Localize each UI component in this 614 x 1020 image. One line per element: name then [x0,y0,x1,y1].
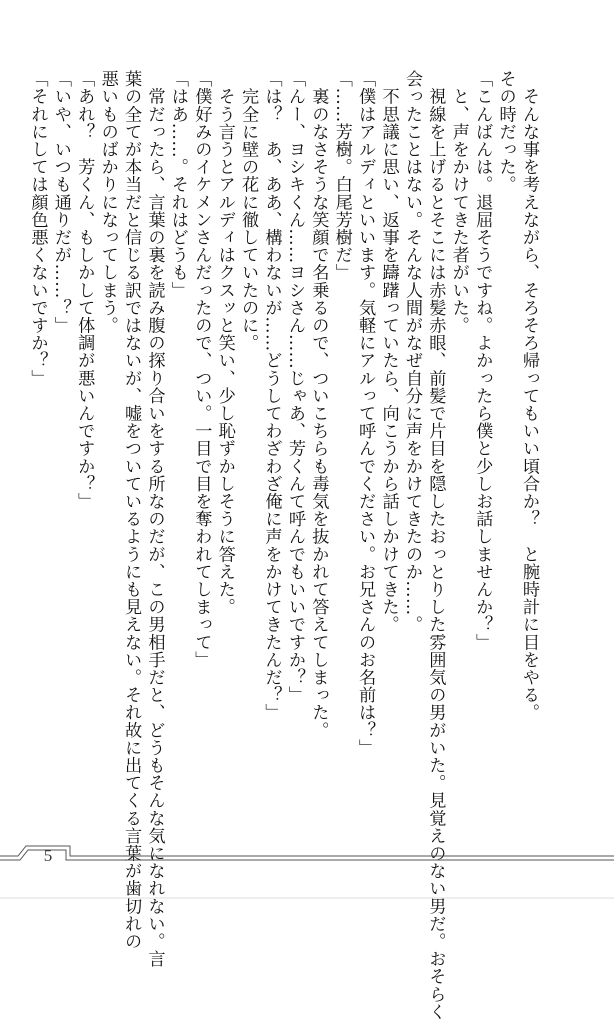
text-line: 常だったら、言葉の裏を読み腹の探り合いをする所なのだが、この男相手だと、どうもそんな気になれない。言 [144,70,165,968]
text-line: 「僕はアルディといいます。気軽にアルって呼んでください。お兄さんのお名前は？」 [355,70,376,757]
text-line: 裏のなさそうな笑顔で名乗るので、ついこちらも毒気を抜かれて答えてしまった。 [308,70,329,739]
text-line: 完全に壁の花に徹していたのに。 [238,70,259,352]
text-line: 「こんばんは。退屈そうですね。よかったら僕と少しお話しませんか？」 [472,70,493,651]
text-line: 不思議に思い、返事を躊躇っていたら、向こうから話しかけてきた。 [378,70,399,634]
text-line: 視線を上げるとそこには赤髪赤眼、前髪で片目を隠したおっとりした雰囲気の男がいた。見覚えのない男だ。おそらく [425,70,446,1020]
text-line: 「あれ？ 芳くん、もしかして体調が悪いんですか？」 [74,70,95,510]
text-line: 「いや、いつも通りだが……？」 [50,70,71,334]
text-line: 「僕好みのイケメンさんだったので、つい。一目で目を奪われてしまって」 [191,70,212,669]
text-line: 葉の全てが本当だと信じる訳ではないが、嘘をついているようにも見えない。それ故に出てくる言葉が歯切れの [121,70,142,950]
text-line: 会ったことはない。そんな人間がなぜ自分に声をかけてきたのか……。 [401,70,422,634]
text-line: その時だった。 [495,70,516,194]
text-line: 「それにしては顔色悪くないですか？」 [27,70,48,387]
text-line: 「は？ あ、ああ、構わないが……どうしてわざわざ俺に声をかけてきたんだ？」 [261,70,282,722]
text-line: 「はあ……。それはどうも」 [167,70,188,299]
text-line: 「んー、ヨシキくん……ヨシさん……じゃあ、芳くんて呼んでもいいですか？」 [284,70,305,704]
text-line: 「……芳樹。白尾芳樹だ」 [331,70,352,282]
page-footer-frame [0,820,614,900]
text-line: そう言うとアルディはクスッと笑い、少し恥ずかしそうに答えた。 [214,70,235,616]
vertical-body-text [27,70,540,1020]
text-line: 悪いものばかりになってしまう。 [97,70,118,334]
text-line: そんな事を考えながら、そろそろ帰ってもいい頃合か？ と腕時計に目をやる。 [519,70,539,722]
text-line: と、声をかけてきた者がいた。 [448,70,469,334]
page-number: 5 [43,846,53,865]
